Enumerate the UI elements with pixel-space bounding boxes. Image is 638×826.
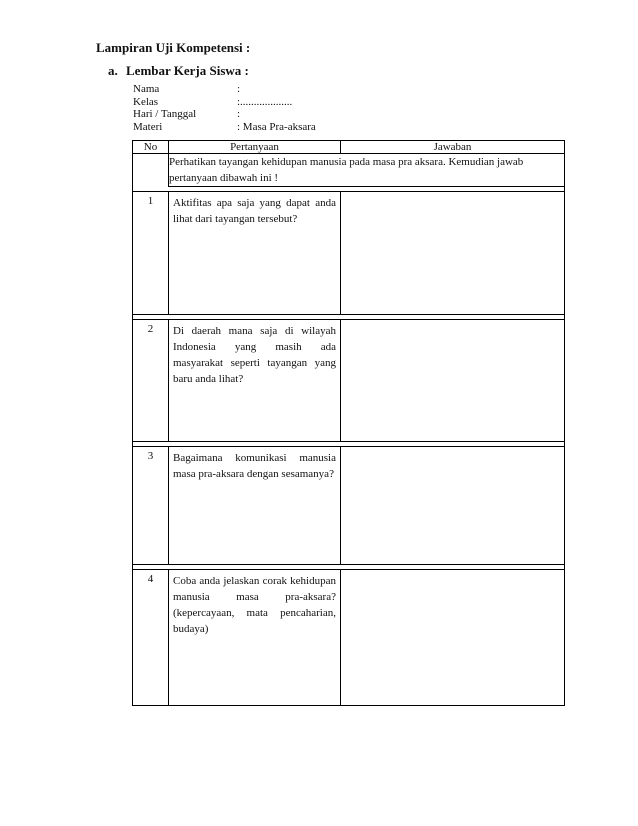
- info-row-kelas: [133, 96, 316, 109]
- section-title: [108, 63, 249, 79]
- instruction-row: [133, 154, 565, 187]
- table-row: [133, 570, 565, 706]
- header-answer: Jawaban: [341, 141, 565, 154]
- answer-cell[interactable]: [341, 192, 565, 315]
- question-text: Di daerah mana saja di wilayah Indonesia yang masih ada masyarakat seperti tayangan yang baru anda lihat?: [169, 320, 341, 442]
- info-value: :...................: [237, 95, 293, 108]
- row-number: 2: [133, 320, 169, 442]
- answer-cell[interactable]: [341, 447, 565, 565]
- info-row-materi: [133, 121, 316, 134]
- row-number: 1: [133, 192, 169, 315]
- worksheet-table: [132, 140, 565, 706]
- question-text: Aktifitas apa saja yang dapat anda lihat dari tayangan tersebut?: [169, 192, 341, 315]
- instruction-blank-cell: [133, 154, 169, 187]
- info-value: :: [237, 83, 241, 95]
- header-question: Pertanyaan: [169, 141, 341, 154]
- instruction-text: Perhatikan tayangan kehidupan manusia pada masa pra aksara. Kemudian jawab pertanyaan dibawah ini !: [169, 154, 565, 187]
- question-text: Coba anda jelaskan corak kehidupan manusia masa pra-aksara? (kepercayaan, mata pencaharian, budaya): [169, 570, 341, 706]
- info-label: Materi: [133, 120, 163, 133]
- info-row-hari-tanggal: [133, 108, 316, 121]
- info-label: Hari / Tanggal: [133, 108, 197, 120]
- info-value: :: [237, 108, 241, 120]
- info-value: : Masa Pra-aksara: [237, 120, 316, 133]
- section-marker: a.: [108, 63, 118, 78]
- table-row: [133, 447, 565, 565]
- question-text: Bagaimana komunikasi manusia masa pra-aksara dengan sesamanya?: [169, 447, 341, 565]
- header-no: No: [133, 141, 169, 154]
- student-info: [133, 83, 316, 133]
- info-row-nama: [133, 83, 316, 96]
- table-header-row: [133, 141, 565, 154]
- answer-cell[interactable]: [341, 570, 565, 706]
- table-row: [133, 192, 565, 315]
- table-row: [133, 320, 565, 442]
- row-number: 3: [133, 447, 169, 565]
- row-number: 4: [133, 570, 169, 706]
- info-label: Nama: [133, 83, 160, 95]
- answer-cell[interactable]: [341, 320, 565, 442]
- page-heading: Lampiran Uji Kompetensi :: [96, 40, 251, 55]
- section-title-text: Lembar Kerja Siswa :: [126, 63, 249, 78]
- info-label: Kelas: [133, 95, 159, 108]
